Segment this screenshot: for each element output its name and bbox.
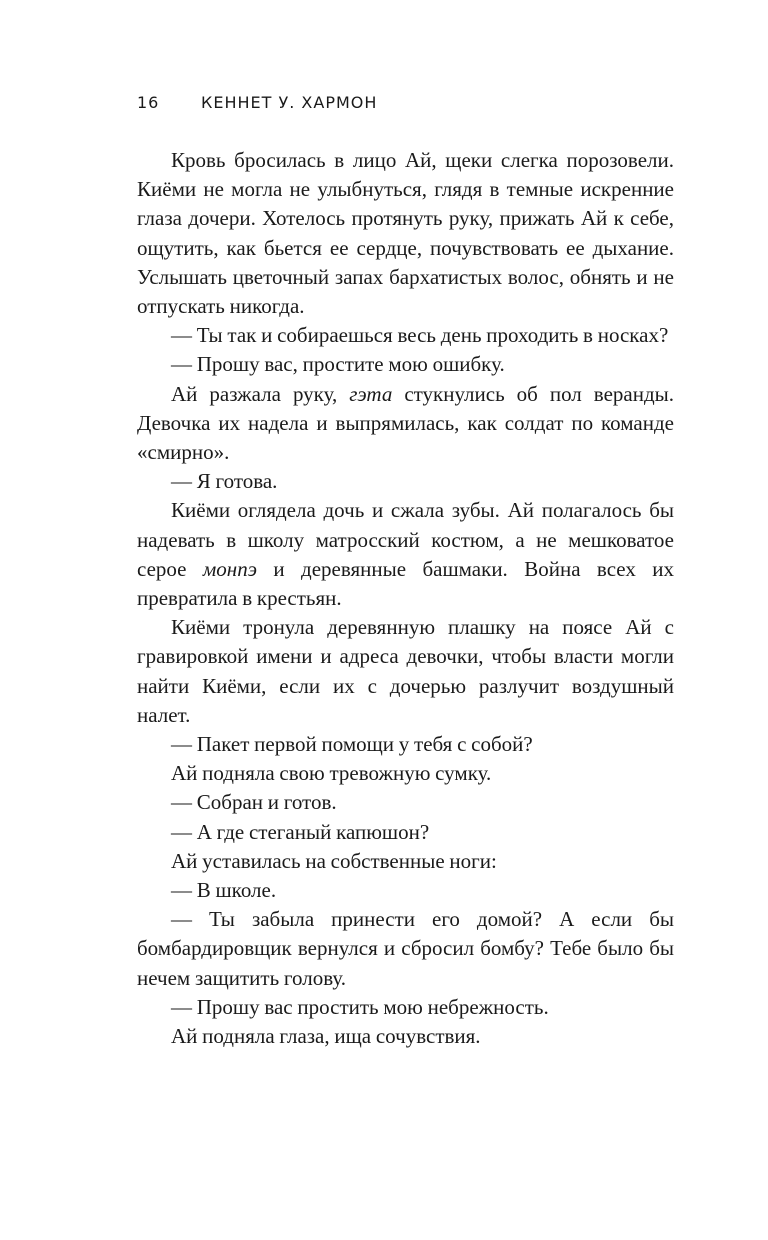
paragraph: Кровь бросилась в лицо Ай, щеки слегка порозовели. Киёми не могла не улыбнуться, глядя в темные искренние глаза дочери. Хотелось протянуть руку, прижать Ай к себе, ощутить, как бьется ее сердце, почувствовать ее дыхание. Услышать цветочный запах бархатистых волос, обнять и не отпускать никогда. xyxy=(137,148,674,319)
paragraph: Ай подняла свою тревожную сумку. xyxy=(171,761,492,786)
page-number: 16 xyxy=(137,93,160,112)
paragraph: — Прошу вас простить мою небрежность. xyxy=(171,994,549,1019)
running-head xyxy=(137,93,377,112)
paragraph: — Прошу вас, простите мою ошибку. xyxy=(171,352,505,377)
paragraph xyxy=(137,496,674,613)
paragraph: — Ты так и собираешься весь день проходить в носках? xyxy=(171,323,669,348)
paragraph: — В школе. xyxy=(171,878,277,903)
text-run: Киёми оглядела дочь и сжала зубы. Ай полагалось бы надевать в школу матросский костюм, а не мешковатое серое xyxy=(137,498,674,581)
italic-term: гэта xyxy=(349,381,393,406)
paragraph: Ай уставилась на собственные ноги: xyxy=(171,848,497,873)
paragraph: Киёми тронула деревянную плашку на поясе Ай с гравировкой имени и адреса девочки, чтобы власти могли найти Киёми, если их с дочерью разлучит воздушный налет. xyxy=(137,615,674,727)
paragraph: — Я готова. xyxy=(171,469,278,494)
running-title: КЕННЕТ У. ХАРМОН xyxy=(201,93,378,112)
paragraph: — Ты забыла принести его домой? А если бы бомбардировщик вернулся и сбросил бомбу? Тебе было бы нечем защитить голову. xyxy=(137,907,674,990)
paragraph: — А где стеганый капюшон? xyxy=(171,819,430,844)
paragraph: Ай подняла глаза, ища сочувствия. xyxy=(171,1024,481,1049)
body-text xyxy=(137,146,674,1051)
text-run: стукнулись об пол веранды. Девочка их надела и выпрямилась, как солдат по команде «смирно». xyxy=(137,381,674,465)
paragraph xyxy=(137,380,674,468)
text-run: и деревянные башмаки. Война всех их превратила в крестьян. xyxy=(137,556,674,611)
text-run: Ай разжала руку, xyxy=(171,381,350,406)
paragraph: — Пакет первой помощи у тебя с собой? xyxy=(171,732,533,757)
paragraph: — Собран и готов. xyxy=(171,790,337,815)
italic-term: монпэ xyxy=(202,556,257,581)
